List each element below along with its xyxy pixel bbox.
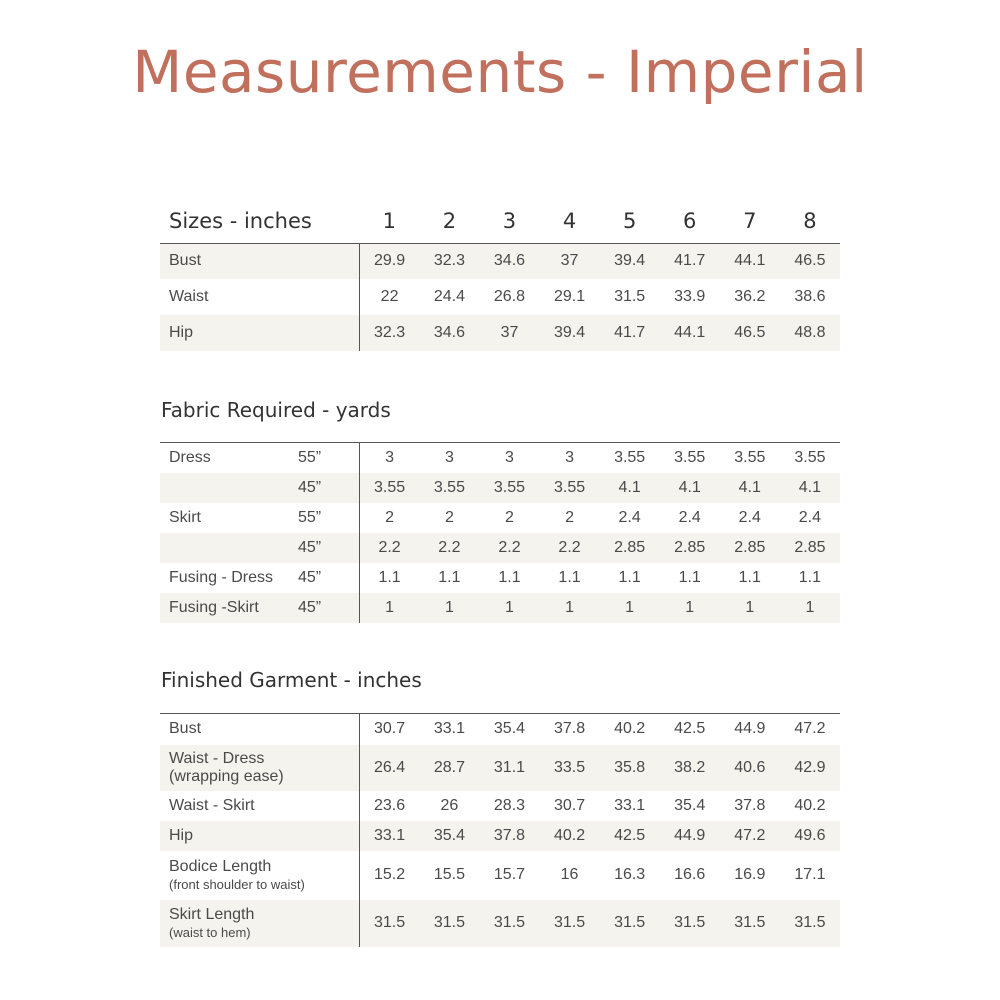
table-cell: 48.8: [780, 315, 840, 351]
sizes-row: [160, 315, 840, 351]
table-cell: 44.9: [660, 821, 720, 851]
table-cell: 49.6: [780, 821, 840, 851]
sizes-table: [160, 200, 840, 351]
table-cell: 1: [660, 593, 720, 623]
fabric-width: 45”: [298, 478, 322, 496]
table-cell: 37.8: [734, 796, 766, 814]
sizes-body: [160, 243, 840, 351]
table-cell: 2.85: [720, 533, 780, 563]
row-label: [160, 900, 359, 947]
table-cell: 46.5: [720, 315, 780, 351]
table-cell: 15.2: [374, 866, 406, 883]
fabric-label: Fusing -Skirt: [169, 598, 259, 616]
table-cell: 26.8: [493, 288, 526, 305]
fabric-row: [160, 563, 840, 593]
garment-row: [160, 714, 840, 745]
table-cell: 1: [600, 593, 660, 623]
row-label: [160, 821, 359, 851]
fabric-width: 45”: [298, 598, 322, 616]
row-label: [160, 714, 359, 745]
table-cell: 2.85: [660, 533, 720, 563]
table-cell: 40.6: [720, 745, 780, 791]
table-cell: 33.1: [359, 821, 419, 851]
table-cell: 3: [479, 443, 539, 473]
table-cell: 47.2: [780, 714, 840, 745]
garment-row: [160, 821, 840, 851]
row-label: [160, 791, 359, 821]
table-cell: 30.7: [553, 796, 586, 814]
table-cell: 1: [479, 593, 539, 623]
table-cell: 33.1: [419, 714, 479, 745]
table-cell: 3.55: [600, 443, 660, 473]
fabric-row: [160, 473, 840, 503]
table-cell: 1.1: [438, 568, 461, 586]
table-cell: 41.7: [600, 315, 660, 351]
table-cell: 3.55: [419, 473, 479, 503]
table-cell: 3: [359, 443, 419, 473]
table-cell: 17.1: [794, 866, 826, 883]
table-cell: 35.4: [674, 796, 706, 814]
table-cell: 31.5: [720, 900, 780, 947]
table-cell: 42.5: [600, 821, 660, 851]
table-cell: 35.4: [479, 714, 539, 745]
table-cell: 2.2: [540, 533, 600, 563]
table-cell: 2.4: [678, 508, 701, 526]
table-cell: 1: [780, 593, 840, 623]
table-cell: 32.3: [419, 243, 479, 279]
table-cell: 31.5: [359, 900, 419, 947]
size-column-header: 7: [743, 209, 757, 234]
fabric-label: Fusing - Dress: [169, 568, 274, 586]
garment-row: [160, 851, 840, 900]
table-cell: 40.2: [794, 796, 826, 814]
table-cell: 1.1: [618, 568, 641, 586]
table-cell: 36.2: [734, 288, 766, 305]
table-cell: 22: [380, 288, 399, 305]
size-column-header: 8: [803, 209, 817, 234]
garment-label: Skirt Length: [169, 906, 255, 923]
fabric-label: Skirt: [169, 508, 201, 526]
fabric-body: [160, 443, 840, 623]
table-cell: 15.7: [493, 866, 526, 883]
table-cell: 3: [419, 443, 479, 473]
fabric-width: 45”: [298, 568, 322, 586]
table-cell: 31.5: [600, 900, 660, 947]
table-cell: 2: [444, 508, 454, 526]
garment-row: [160, 745, 840, 791]
table-cell: 1.1: [678, 568, 701, 586]
garment-label: Bodice Length: [169, 858, 272, 875]
garment-note: (waist to hem): [169, 925, 251, 940]
fabric-heading: Fabric Required - yards: [161, 398, 391, 422]
table-cell: 2: [385, 508, 395, 526]
table-cell: 46.5: [780, 243, 840, 279]
sizes-heading: Sizes - inches: [169, 209, 312, 234]
table-cell: 3.55: [359, 473, 419, 503]
row-label: [160, 503, 359, 533]
garment-label: Waist - Skirt: [169, 796, 255, 814]
table-cell: 4.1: [720, 473, 780, 503]
fabric-row: [160, 593, 840, 623]
sizes-row: [160, 243, 840, 279]
garment-label: Waist - Dress: [169, 749, 265, 767]
garment-note: (wrapping ease): [169, 767, 284, 785]
table-cell: 31.1: [479, 745, 539, 791]
table-cell: 47.2: [720, 821, 780, 851]
table-cell: 38.6: [794, 288, 826, 305]
size-column-header: 6: [683, 209, 697, 234]
table-cell: 3.55: [540, 473, 600, 503]
table-cell: 16.6: [674, 866, 706, 883]
fabric-row: [160, 443, 840, 473]
row-label: [160, 745, 359, 791]
table-cell: 31.5: [479, 900, 539, 947]
table-cell: 1.1: [798, 568, 822, 586]
table-cell: 1.1: [738, 568, 761, 586]
row-label: [160, 851, 359, 900]
fabric-width: 55”: [298, 448, 322, 466]
table-cell: 26: [440, 796, 459, 814]
table-cell: 38.2: [660, 745, 720, 791]
table-cell: 33.5: [540, 745, 600, 791]
table-cell: 4.1: [660, 473, 720, 503]
fabric-width: 55”: [298, 508, 322, 526]
table-cell: 31.5: [419, 900, 479, 947]
table-cell: 1: [720, 593, 780, 623]
row-label: Waist: [160, 279, 359, 315]
table-cell: 1.1: [378, 568, 401, 586]
table-cell: 2.2: [359, 533, 419, 563]
table-cell: 29.9: [359, 243, 419, 279]
table-cell: 39.4: [600, 243, 660, 279]
table-cell: 31.5: [540, 900, 600, 947]
table-cell: 28.7: [419, 745, 479, 791]
table-cell: 3: [540, 443, 600, 473]
table-cell: 40.2: [540, 821, 600, 851]
table-cell: 16: [560, 866, 579, 883]
fabric-table: [160, 442, 840, 623]
table-cell: 30.7: [359, 714, 419, 745]
table-cell: 42.9: [780, 745, 840, 791]
table-cell: 32.3: [359, 315, 419, 351]
garment-body: [160, 714, 840, 947]
table-cell: 1.1: [498, 568, 521, 586]
table-cell: 37: [479, 315, 539, 351]
table-cell: 35.4: [419, 821, 479, 851]
row-label: [160, 473, 359, 503]
table-cell: 31.5: [780, 900, 840, 947]
table-cell: 24.4: [433, 288, 465, 305]
garment-note: (front shoulder to waist): [169, 877, 305, 892]
table-cell: 33.9: [674, 288, 706, 305]
row-label: [160, 533, 359, 563]
table-cell: 31.5: [614, 288, 646, 305]
table-cell: 34.6: [419, 315, 479, 351]
table-cell: 2.85: [780, 533, 840, 563]
table-cell: 28.3: [493, 796, 526, 814]
size-column-header: 1: [382, 209, 396, 234]
page-title: Measurements - Imperial: [132, 38, 868, 106]
table-cell: 1: [419, 593, 479, 623]
table-cell: 15.5: [433, 866, 465, 883]
row-label: Bust: [160, 243, 359, 279]
table-cell: 2.2: [479, 533, 539, 563]
table-cell: 23.6: [374, 796, 406, 814]
row-label: [160, 563, 359, 593]
table-cell: 2.85: [600, 533, 660, 563]
fabric-width: 45”: [298, 538, 322, 556]
table-cell: 44.1: [720, 243, 780, 279]
size-column-header: 2: [442, 209, 457, 234]
table-cell: 26.4: [359, 745, 419, 791]
size-column-header: 5: [622, 209, 637, 234]
table-cell: 1.1: [558, 568, 581, 586]
table-cell: 4.1: [780, 473, 840, 503]
table-cell: 33.1: [614, 796, 646, 814]
fabric-label: Dress: [169, 448, 211, 466]
table-cell: 2.4: [738, 508, 761, 526]
fabric-row: [160, 533, 840, 563]
table-cell: 35.8: [600, 745, 660, 791]
table-cell: 3.55: [720, 443, 780, 473]
size-column-header: 3: [502, 209, 517, 234]
table-cell: 37.8: [540, 714, 600, 745]
table-cell: 42.5: [660, 714, 720, 745]
table-cell: 16.3: [614, 866, 646, 883]
table-cell: 2.4: [798, 508, 822, 526]
size-column-header: 4: [562, 209, 577, 234]
sizes-row: [160, 279, 840, 315]
garment-row: [160, 900, 840, 947]
garment-label: Hip: [169, 826, 194, 844]
table-cell: 3.55: [479, 473, 539, 503]
table-cell: 2.2: [419, 533, 479, 563]
table-cell: 44.9: [720, 714, 780, 745]
garment-label: Bust: [169, 720, 202, 738]
table-cell: 2.4: [618, 508, 641, 526]
garment-heading: Finished Garment - inches: [161, 668, 422, 692]
row-label: [160, 443, 359, 473]
table-cell: 41.7: [660, 243, 720, 279]
row-label: [160, 593, 359, 623]
table-cell: 3.55: [780, 443, 840, 473]
table-cell: 1: [359, 593, 419, 623]
table-cell: 29.1: [553, 288, 586, 305]
sizes-header-row: [160, 200, 840, 243]
garment-row: [160, 791, 840, 821]
fabric-row: [160, 503, 840, 533]
table-cell: 39.4: [540, 315, 600, 351]
table-cell: 1: [540, 593, 600, 623]
table-cell: 34.6: [479, 243, 539, 279]
table-cell: 16.9: [734, 866, 766, 883]
table-cell: 40.2: [600, 714, 660, 745]
table-cell: 44.1: [660, 315, 720, 351]
garment-table: [160, 713, 840, 947]
table-cell: 4.1: [600, 473, 660, 503]
table-cell: 3.55: [660, 443, 720, 473]
table-cell: 2: [505, 508, 514, 526]
table-cell: 31.5: [660, 900, 720, 947]
row-label: Hip: [160, 315, 359, 351]
table-cell: 37: [540, 243, 600, 279]
table-cell: 37.8: [479, 821, 539, 851]
table-cell: 2: [565, 508, 574, 526]
